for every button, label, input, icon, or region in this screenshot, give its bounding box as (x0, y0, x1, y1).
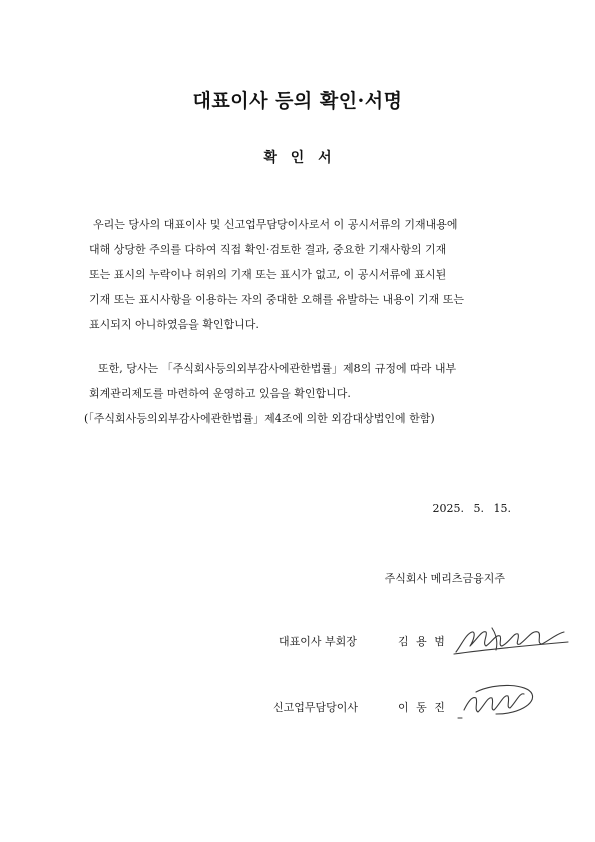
handwritten-signature (452, 624, 570, 658)
signatory-reporting-director (0, 696, 595, 726)
signatory-role: 신고업무담당이사 (273, 701, 359, 714)
document-date: 2025. 5. 15. (432, 502, 511, 515)
signatory-ceo (0, 630, 595, 660)
paragraph-line: 대해 상당한 주의를 다하여 직접 확인·검토한 결과, 중요한 기재사항의 기재 (89, 243, 447, 256)
paragraph-line: 기재 또는 표시사항을 이용하는 자의 중대한 오해를 유발하는 내용이 기재 또는 (89, 293, 464, 306)
paragraph-line: 우리는 당사의 대표이사 및 신고업무담당이사로서 이 공시서류의 기재내용에 (93, 218, 458, 231)
paragraph-line: 표시되지 아니하였음을 확인합니다. (89, 318, 259, 331)
internal-control-paragraph (84, 356, 527, 431)
paragraph-note: (「주식회사등의외부감사에관한법률」제4조에 의한 외감대상법인에 한함) (84, 412, 435, 425)
document-title: 대표이사 등의 확인·서명 (192, 90, 403, 112)
signatory-name: 김 용 범 (398, 635, 445, 648)
signatory-name: 이 동 진 (398, 701, 445, 714)
signatory-role: 대표이사 부회장 (279, 635, 357, 648)
paragraph-line: 또는 표시의 누락이나 허위의 기재 또는 표시가 없고, 이 공시서류에 표시된 (89, 268, 447, 281)
company-name: 주식회사 메리츠금융지주 (384, 572, 505, 585)
paragraph-line: 회계관리제도를 마련하여 운영하고 있음을 확인합니다. (89, 387, 351, 400)
document-subtitle: 확 인 서 (263, 150, 332, 166)
confirmation-paragraph (89, 212, 527, 337)
handwritten-signature (456, 680, 538, 724)
paragraph-line: 또한, 당사는 「주식회사등의외부감사에관한법률」제8의 규정에 따라 내부 (98, 362, 457, 375)
